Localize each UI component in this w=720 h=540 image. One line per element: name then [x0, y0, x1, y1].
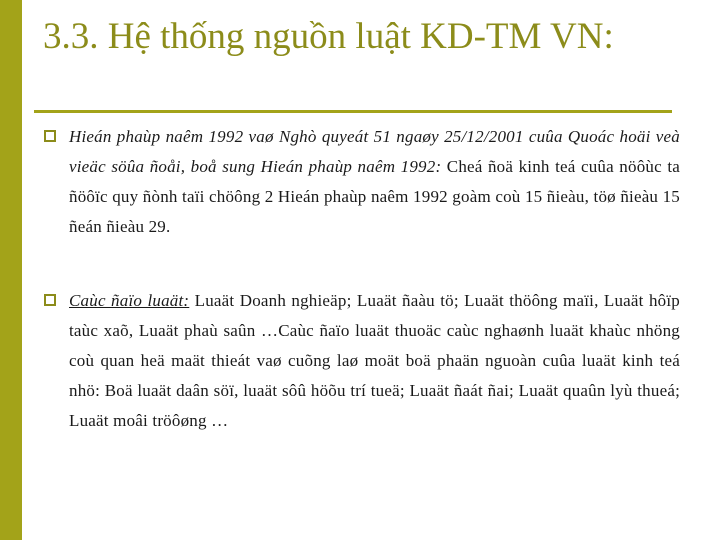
square-bullet-icon: [44, 294, 56, 306]
bullet-body: Cheá ñoä kinh teá cuûa nöôùc ta ñöôïc quy ñònh taïi chöông 2 Hieán phaùp naêm 1992 goàm coù 15 ñieàu, töø ñieàu 15 ñeán ñieàu 29.: [69, 157, 680, 236]
bullet-lead: Caùc ñaïo luaät:: [69, 291, 190, 310]
bullet-laws: [44, 286, 680, 436]
square-bullet-icon: [44, 130, 56, 142]
bullet-constitution: [44, 122, 680, 242]
slide-title: 3.3. Hệ thống nguồn luật KD-TM VN:: [43, 16, 614, 57]
side-accent-bar: [0, 0, 22, 540]
bullet-text: [69, 122, 680, 242]
title-divider: [34, 110, 672, 113]
bullet-lead: Hieán phaùp naêm 1992 vaø Nghò quyeát 51 ngaøy 25/12/2001 cuûa Quoác hoäi veà vieäc söûa ñoåi, boå sung Hieán phaùp naêm 1992:: [69, 127, 680, 176]
bullet-text: [69, 286, 680, 436]
bullet-body: Luaät Doanh nghieäp; Luaät ñaàu tö; Luaät thöông maïi, Luaät hôïp taùc xaõ, Luaät phaù saûn …Caùc ñaïo luaät thuoäc caùc nghaønh luaät khaùc nhöng coù quan heä maät thieát vaø cuõng laø moät boä phaän nguoàn cuûa luaät kinh teá nhö: Boä luaät daân söï, luaät sôû höõu trí tueä; Luaät ñaát ñai; Luaät quaûn lyù thueá; Luaät moâi tröôøng …: [69, 291, 680, 430]
